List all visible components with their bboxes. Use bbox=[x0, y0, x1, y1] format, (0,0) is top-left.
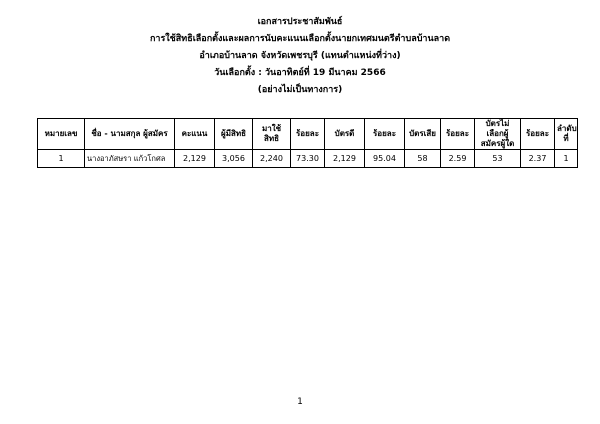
cell-candidate-name: นางอาภัสษรา แก้วโกศล bbox=[85, 150, 175, 168]
table-row bbox=[38, 150, 578, 168]
col-header-eligible-voters: ผู้มีสิทธิ bbox=[215, 119, 253, 150]
cell-no-vote-percent: 2.37 bbox=[521, 150, 555, 168]
cell-rank: 1 bbox=[555, 150, 578, 168]
cell-no-vote-ballots: 53 bbox=[475, 150, 521, 168]
col-header-valid-ballots: บัตรดี bbox=[325, 119, 365, 150]
col-header-turnout: มาใช้สิทธิ bbox=[253, 119, 291, 150]
cell-number: 1 bbox=[38, 150, 85, 168]
col-header-number: หมายเลข bbox=[38, 119, 85, 150]
col-header-votes: คะแนน bbox=[175, 119, 215, 150]
unofficial-note: (อย่างไม่เป็นทางการ) bbox=[257, 85, 343, 95]
col-header-turnout-percent: ร้อยละ bbox=[291, 119, 325, 150]
col-header-no-vote-ballots: บัตรไม่เลือกผู้สมัครผู้ใด bbox=[475, 119, 521, 150]
cell-valid-percent: 95.04 bbox=[365, 150, 405, 168]
cell-votes: 2,129 bbox=[175, 150, 215, 168]
col-header-valid-percent: ร้อยละ bbox=[365, 119, 405, 150]
cell-valid-ballots: 2,129 bbox=[325, 150, 365, 168]
col-header-invalid-ballots: บัตรเสีย bbox=[405, 119, 441, 150]
cell-turnout: 2,240 bbox=[253, 150, 291, 168]
col-header-no-vote-percent: ร้อยละ bbox=[521, 119, 555, 150]
col-header-rank: ลำดับที่ bbox=[555, 119, 578, 150]
results-table bbox=[37, 118, 578, 168]
document-subtitle: การใช้สิทธิเลือกตั้งและผลการนับคะแนนเลือกตั้งนายกเทศมนตรีตำบลบ้านลาด bbox=[149, 34, 451, 44]
document-header bbox=[0, 14, 600, 99]
document-title: เอกสารประชาสัมพันธ์ bbox=[257, 17, 343, 27]
location-line: อำเภอบ้านลาด จังหวัดเพชรบุรี (แทนตำแหน่งที่ว่าง) bbox=[199, 51, 401, 61]
col-header-candidate-name: ชื่อ - นามสกุล ผู้สมัคร bbox=[85, 119, 175, 150]
cell-invalid-ballots: 58 bbox=[405, 150, 441, 168]
cell-invalid-percent: 2.59 bbox=[441, 150, 475, 168]
page-number: 1 bbox=[297, 397, 303, 407]
col-header-invalid-percent: ร้อยละ bbox=[441, 119, 475, 150]
cell-eligible-voters: 3,056 bbox=[215, 150, 253, 168]
cell-turnout-percent: 73.30 bbox=[291, 150, 325, 168]
election-date-line: วันเลือกตั้ง : วันอาทิตย์ที่ 19 มีนาคม 2566 bbox=[214, 68, 386, 78]
table-header-row bbox=[38, 119, 578, 150]
